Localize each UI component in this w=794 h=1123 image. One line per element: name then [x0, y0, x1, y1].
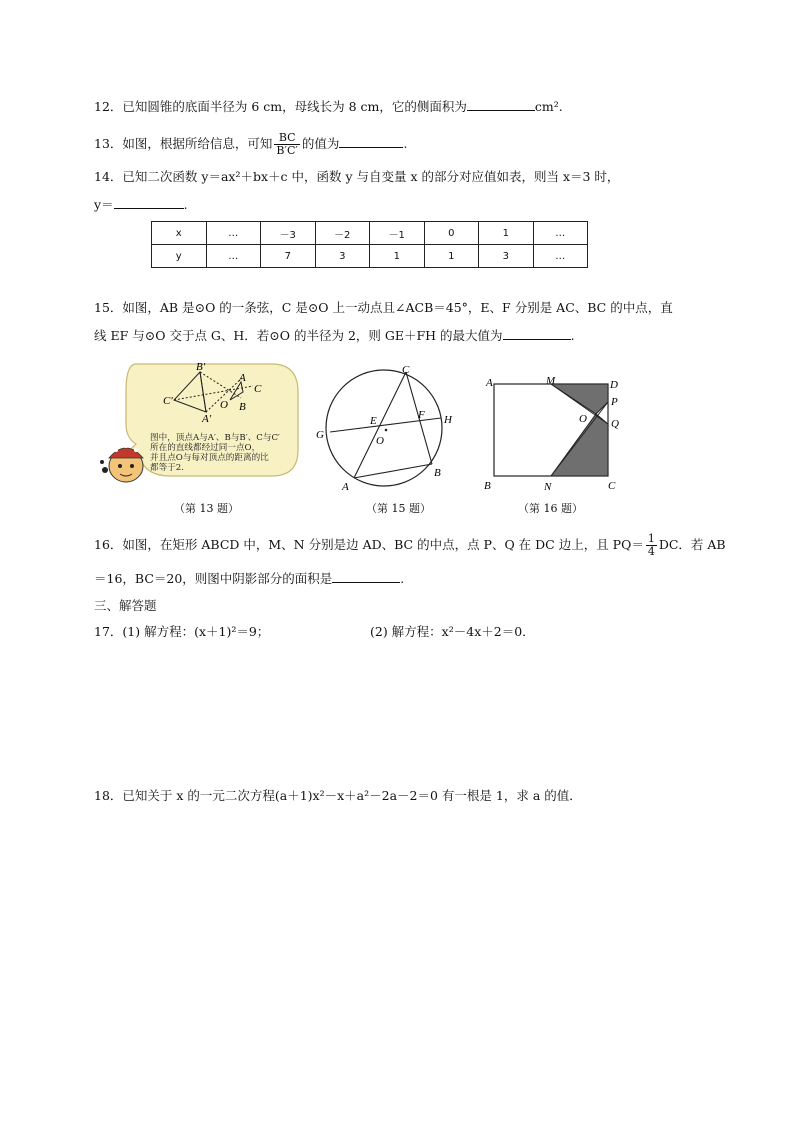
- q14-y-prefix: y＝: [94, 197, 114, 212]
- question-15-line1: 15．如图，AB 是⊙O 的一条弦，C 是⊙O 上一动点且∠ACB＝45°，E、F 分别是 AC、BC 的中点，直: [94, 300, 673, 315]
- table-cell: －3: [261, 222, 316, 245]
- answer-blank[interactable]: [332, 568, 400, 583]
- bubble-text-line: 都等于2.: [150, 463, 184, 473]
- fraction-numerator: 1: [647, 532, 655, 545]
- table-cell: 0: [424, 222, 479, 245]
- label-c-prime: C′: [163, 395, 173, 407]
- table-cell: …: [206, 222, 261, 245]
- table-cell: 3: [315, 245, 370, 268]
- section-heading: 三、解答题: [94, 598, 157, 613]
- label-n: N: [544, 481, 552, 493]
- label-b: B: [434, 467, 441, 479]
- q16-prefix: 16．如图，在矩形 ABCD 中，M、N 分别是边 AD、BC 的中点，点 P、Q 在 DC 边上，且 PQ＝: [94, 537, 644, 552]
- label-f: F: [418, 409, 425, 421]
- label-c: C: [402, 364, 410, 376]
- table-row-y: [152, 245, 588, 268]
- cartoon-character-icon: [100, 444, 143, 482]
- label-a: A: [239, 372, 246, 384]
- fraction: [274, 132, 300, 157]
- table-cell: 1: [424, 245, 479, 268]
- table-cell: …: [533, 222, 588, 245]
- fraction-denominator: B′C′: [276, 144, 298, 157]
- question-16-line1: [94, 533, 726, 558]
- chords: [330, 372, 441, 478]
- caption-16: （第 16 题）: [518, 502, 583, 515]
- fraction-numerator: BC: [278, 131, 296, 144]
- label-p: P: [611, 396, 618, 408]
- fraction: [646, 533, 657, 558]
- label-c: C: [254, 383, 262, 395]
- label-b: B: [239, 401, 246, 413]
- caption-15: （第 15 题）: [366, 502, 431, 515]
- question-16-line2: [94, 568, 404, 589]
- table-cell: 3: [479, 245, 534, 268]
- q12-text: 12．已知圆锥的底面半径为 6 cm，母线长为 8 cm，它的侧面积为: [94, 99, 467, 114]
- label-m: M: [546, 375, 556, 387]
- segment-ca: [354, 372, 406, 478]
- answer-blank[interactable]: [503, 325, 571, 340]
- table-cell: －2: [315, 222, 370, 245]
- answer-blank[interactable]: [339, 133, 403, 148]
- label-o: O: [376, 435, 384, 447]
- answer-blank[interactable]: [114, 194, 184, 209]
- question-14-line1: 14．已知二次函数 y＝ax²＋bx＋c 中，函数 y 与自变量 x 的部分对应值如表，则当 x＝3 时，: [94, 169, 620, 184]
- q16-suffix: DC．若 AB: [658, 537, 726, 552]
- center-point: [385, 429, 388, 432]
- label-c: C: [608, 480, 616, 492]
- question-14-line2: [94, 194, 188, 215]
- question-17-part2: (2) 解方程：x²－4x＋2＝0．: [370, 624, 535, 639]
- bubble-text-line: 所在的直线都经过同一点O，: [150, 443, 261, 453]
- label-d: D: [610, 379, 618, 391]
- q15-line2-text: 线 EF 与⊙O 交于点 G、H．若⊙O 的半径为 2，则 GE＋FH 的最大值为: [94, 328, 503, 343]
- label-a: A: [486, 377, 493, 389]
- question-15-line2: [94, 325, 575, 346]
- segment-ab: [354, 464, 432, 478]
- figure-15: [312, 360, 460, 494]
- figure-13: [96, 358, 306, 490]
- q16-end: .: [400, 571, 405, 586]
- table-cell: 1: [479, 222, 534, 245]
- label-g: G: [316, 429, 324, 441]
- circle-o: [326, 370, 442, 486]
- q16-line2-text: ＝16，BC＝20，则图中阴影部分的面积是: [94, 571, 333, 586]
- label-a: A: [342, 481, 349, 493]
- q12-unit: cm².: [534, 99, 563, 114]
- q13-end: .: [403, 136, 408, 151]
- label-a-prime: A′: [202, 413, 212, 425]
- label-b-prime: B′: [196, 361, 206, 373]
- bubble-text-line: 图中，顶点A与A′、B与B′、C与C′: [150, 433, 280, 443]
- question-17-part1: 17．(1) 解方程：(x＋1)²＝9；: [94, 624, 270, 639]
- caption-13: （第 13 题）: [174, 502, 239, 515]
- table-cell: …: [206, 245, 261, 268]
- q14-end: .: [183, 197, 188, 212]
- label-h: H: [444, 414, 452, 426]
- q13-prefix: 13．如图，根据所给信息，可知: [94, 136, 273, 151]
- bubble-text-line: 并且点O与每对顶点的距离的比: [150, 453, 269, 463]
- label-e: E: [370, 415, 377, 427]
- table-row-x: [152, 222, 588, 245]
- fraction-denominator: 4: [647, 545, 655, 558]
- label-q: Q: [611, 418, 619, 430]
- label-o: O: [220, 399, 228, 411]
- figure-16: [480, 372, 626, 496]
- question-12: [94, 96, 563, 117]
- table-cell: y: [152, 245, 207, 268]
- table-cell: …: [533, 245, 588, 268]
- label-b: B: [484, 480, 491, 492]
- q15-end: .: [570, 328, 575, 343]
- question-13: [94, 132, 407, 157]
- value-table: [151, 221, 588, 268]
- table-cell: x: [152, 222, 207, 245]
- table-cell: 1: [370, 245, 425, 268]
- answer-blank[interactable]: [467, 96, 535, 111]
- table-cell: －1: [370, 222, 425, 245]
- label-o: O: [579, 413, 587, 425]
- shaded-region-top: [551, 384, 608, 414]
- question-18: 18．已知关于 x 的一元二次方程(a＋1)x²－x＋a²－2a－2＝0 有一根是 1，求 a 的值．: [94, 788, 582, 803]
- q13-suffix: 的值为: [301, 136, 340, 151]
- table-cell: 7: [261, 245, 316, 268]
